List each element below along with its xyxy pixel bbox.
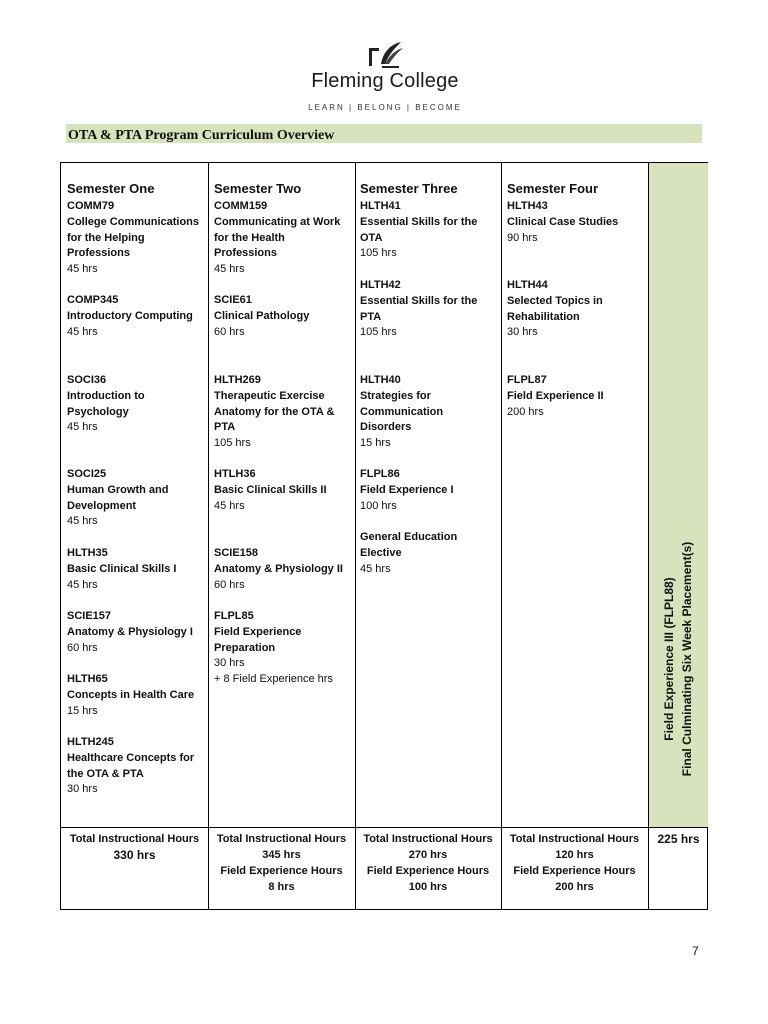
course-soci36: SOCI36 Introduction to Psychology 45 hrs [67,374,145,434]
course-hlth65: HLTH65 Concepts in Health Care 15 hrs [67,673,195,717]
total-semester-three: Total Instructional Hours 270 hrs Field Experience Hours 100 hrs [363,833,493,893]
course-scie158: SCIE158 Anatomy & Physiology II 60 hrs [214,547,343,591]
leaf-logo-icon [365,40,405,70]
course-flpl86: FLPL86 Field Experience I 100 hrs [360,468,454,512]
logo-tagline: LEARN | BELONG | BECOME [308,103,462,112]
course-hlth41: HLTH41 Essential Skills for the OTA 105 hrs [360,200,478,260]
course-scie157: SCIE157 Anatomy & Physiology I 60 hrs [67,610,193,654]
course-hlth269: HLTH269 Therapeutic Exercise Anatomy for the OTA & PTA 105 hrs [214,374,335,450]
course-hlth245: HLTH245 Healthcare Concepts for the OTA & PTA 30 hrs [67,736,195,796]
total-placement-hours: 225 hrs [657,832,700,846]
semester-four-heading: Semester Four [507,181,599,196]
course-hlth44: HLTH44 Selected Topics in Rehabilitation 30 hrs [507,279,603,339]
course-flpl85: FLPL85 Field Experience Preparation 30 hrs + 8 Field Experience hrs [214,610,333,686]
total-semester-two: Total Instructional Hours 345 hrs Field Experience Hours 8 hrs [216,833,347,893]
course-hlth40: HLTH40 Strategies for Communication Disorders 15 hrs [360,374,444,450]
total-semester-one: Total Instructional Hours 330 hrs [69,833,200,862]
column-divider [648,163,649,909]
placement-label: Field Experience III (FLPL88) Final Culminating Six Week Placement(s) [662,541,694,777]
total-semester-four: Total Instructional Hours 120 hrs Field Experience Hours 200 hrs [509,833,640,893]
fleming-college-logo [300,40,470,115]
course-soci25: SOCI25 Human Growth and Development 45 hrs [67,468,169,528]
course-comm159: COMM159 Communicating at Work for the Health Professions 45 hrs [214,200,341,276]
semester-three-heading: Semester Three [360,181,458,196]
course-comm79: COMM79 College Communications for the Helping Professions 45 hrs [67,200,200,276]
page-number: 7 [692,944,699,958]
column-divider [355,163,356,909]
course-hlth43: HLTH43 Clinical Case Studies 90 hrs [507,200,619,244]
semester-two-heading: Semester Two [214,181,302,196]
curriculum-table [60,162,708,910]
course-comp345: COMP345 Introductory Computing 45 hrs [67,294,193,338]
semester-one-heading: Semester One [67,181,155,196]
logo-name: Fleming College [311,70,459,92]
column-divider [501,163,502,909]
course-gen-ed-elective: General Education Elective 45 hrs [360,531,458,575]
course-flpl87: FLPL87 Field Experience II 200 hrs [507,374,604,418]
course-hlth42: HLTH42 Essential Skills for the PTA 105 hrs [360,279,478,339]
course-scie61: SCIE61 Clinical Pathology 60 hrs [214,294,310,338]
course-hlth35: HLTH35 Basic Clinical Skills I 45 hrs [67,547,177,591]
course-htlh36: HTLH36 Basic Clinical Skills II 45 hrs [214,468,327,512]
title-bar [66,124,702,143]
row-divider [61,827,707,828]
column-divider [208,163,209,909]
page-title: OTA & PTA Program Curriculum Overview [68,128,335,143]
